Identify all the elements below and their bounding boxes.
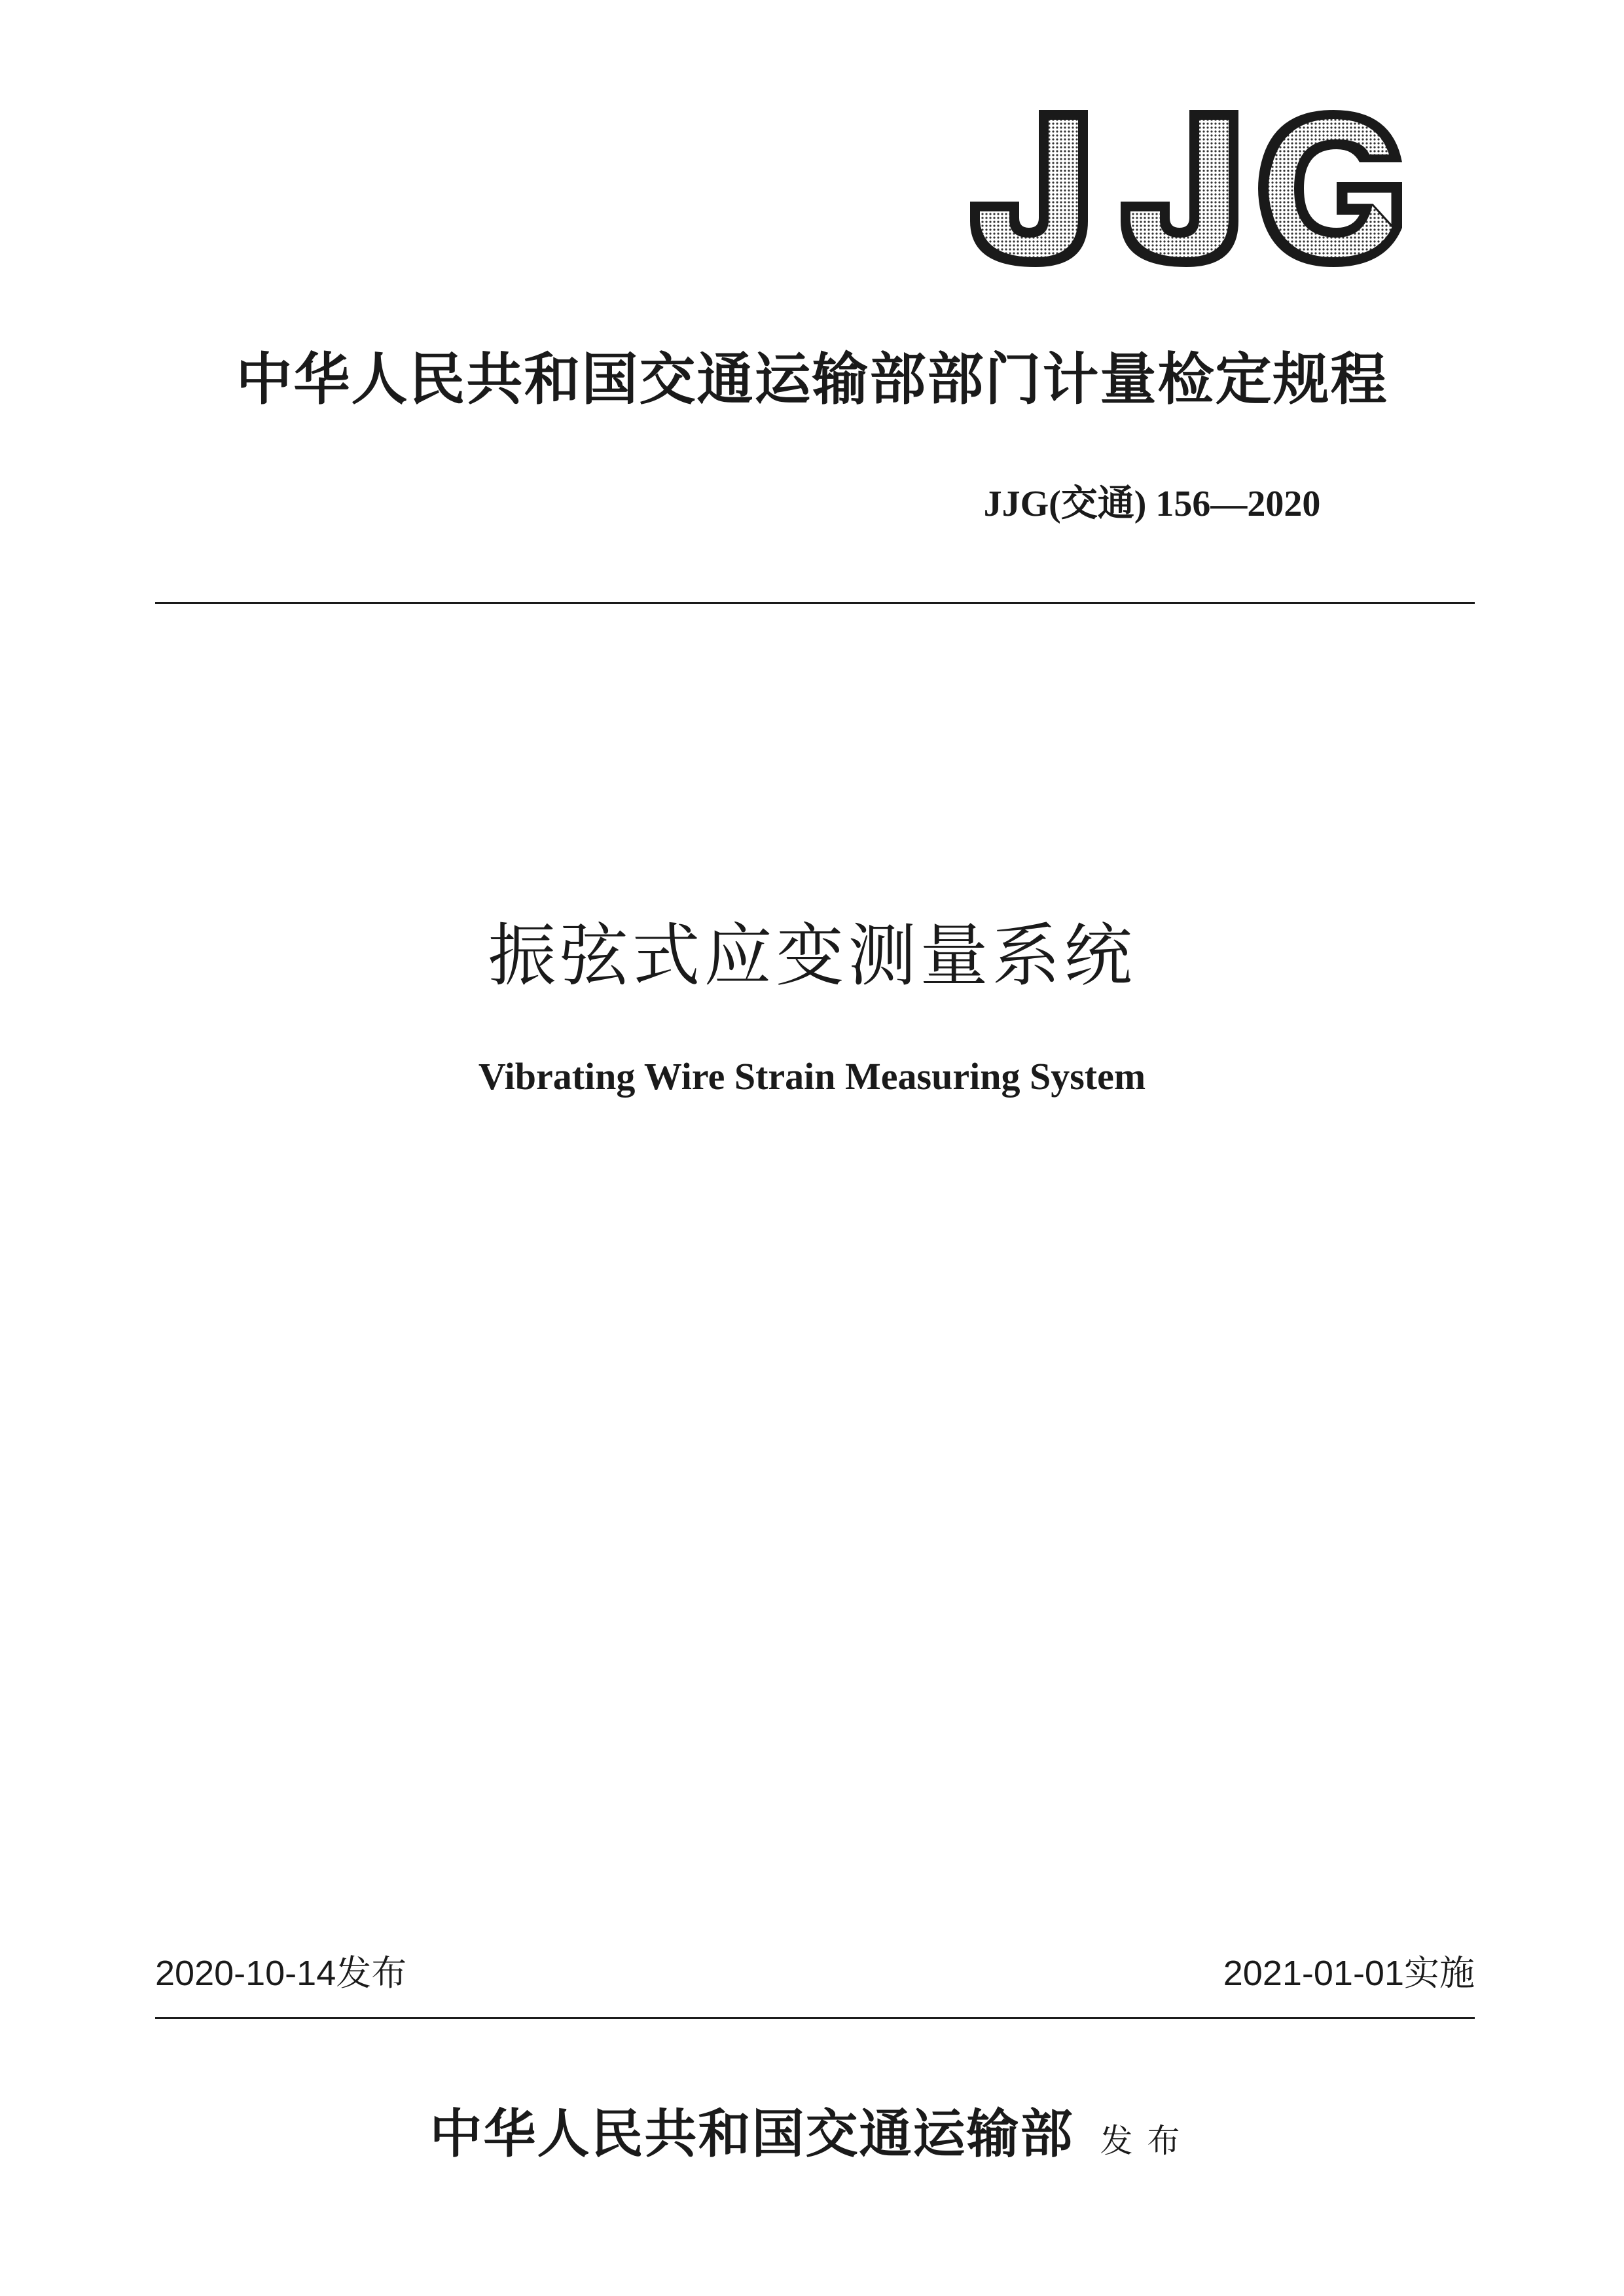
effective-date: 2021-01-01实施 [1223, 1954, 1475, 1993]
document-title-english: Vibrating Wire Strain Measuring System [478, 1055, 1146, 1098]
publisher-name: 中华人民共和国交通运输部 [429, 2103, 1074, 2164]
publisher-line [0, 2094, 1624, 2188]
publisher-action: 发布 [1100, 2122, 1195, 2160]
logo-letter-j-second [1121, 110, 1238, 267]
logo-letter-j-first [970, 110, 1088, 267]
bottom-divider [155, 2017, 1475, 2019]
jjg-logo [957, 110, 1409, 274]
standard-number: JJG(交通) 156—2020 [983, 484, 1321, 524]
document-title-chinese: 振弦式应变测量系统 [488, 916, 1136, 996]
issue-date: 2020-10-14发布 [155, 1954, 407, 1993]
top-divider [155, 602, 1475, 604]
department-title: 中华人民共和国交通运输部部门计量检定规程 [236, 346, 1388, 412]
logo-letter-g [1258, 110, 1402, 267]
